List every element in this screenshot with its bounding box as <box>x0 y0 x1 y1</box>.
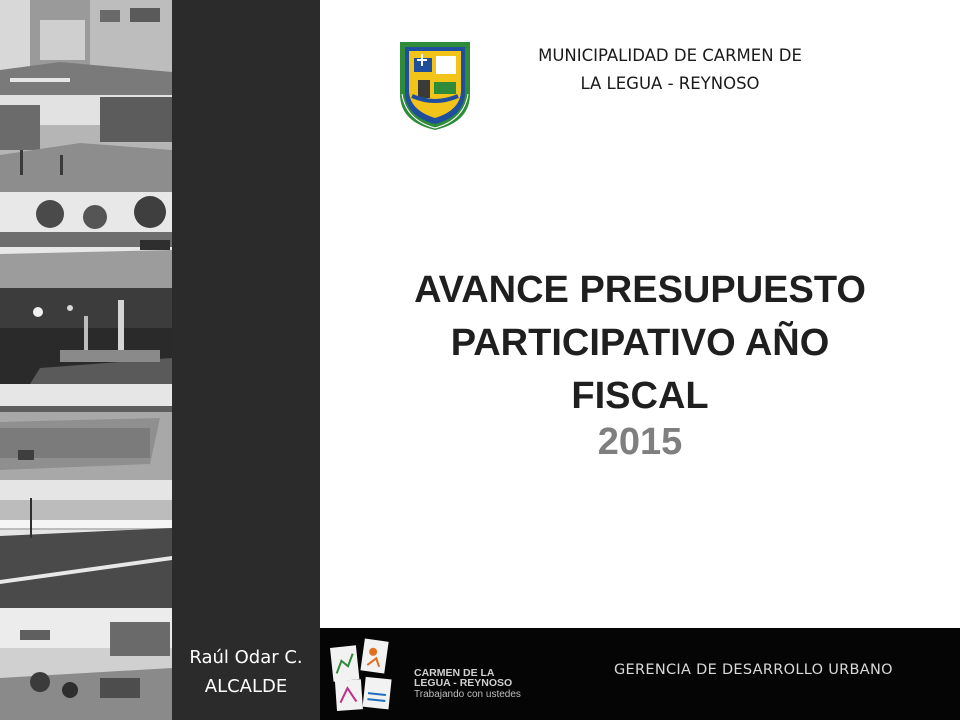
fountain-photo <box>0 288 172 384</box>
presentation-title <box>370 264 910 423</box>
logo-line-2: LEGUA - REYNOSO <box>414 677 513 689</box>
pool-photo <box>0 384 172 480</box>
photo-strip <box>0 0 172 720</box>
mayor-role: ALCALDE <box>204 676 288 697</box>
park-photo <box>0 192 172 288</box>
title-line-1: AVANCE PRESUPUESTO <box>414 269 866 311</box>
municipal-crest-icon <box>394 32 476 132</box>
logo-wordmark <box>414 668 544 700</box>
playground-photo <box>0 608 172 720</box>
logo-tagline: Trabajando con ustedes <box>414 689 521 700</box>
title-line-2: PARTICIPATIVO AÑO <box>450 322 830 364</box>
organization-line-2: LA LEGUA - REYNOSO <box>580 74 760 93</box>
department-label: GERENCIA DE DESARROLLO URBANO <box>614 662 893 678</box>
dark-side-panel <box>172 0 320 720</box>
plaza-photo <box>0 95 172 192</box>
organization-title <box>490 42 850 98</box>
mayor-name: Raúl Odar C. <box>189 647 303 668</box>
organization-line-1: MUNICIPALIDAD DE CARMEN DE <box>538 46 802 65</box>
sports-field-photo <box>0 480 172 608</box>
street-photo <box>0 0 172 95</box>
fiscal-year: 2015 <box>597 421 683 463</box>
title-line-3: FISCAL <box>571 375 709 417</box>
mayor-block <box>172 643 320 701</box>
logo-line-1: CARMEN DE LA <box>414 667 495 679</box>
